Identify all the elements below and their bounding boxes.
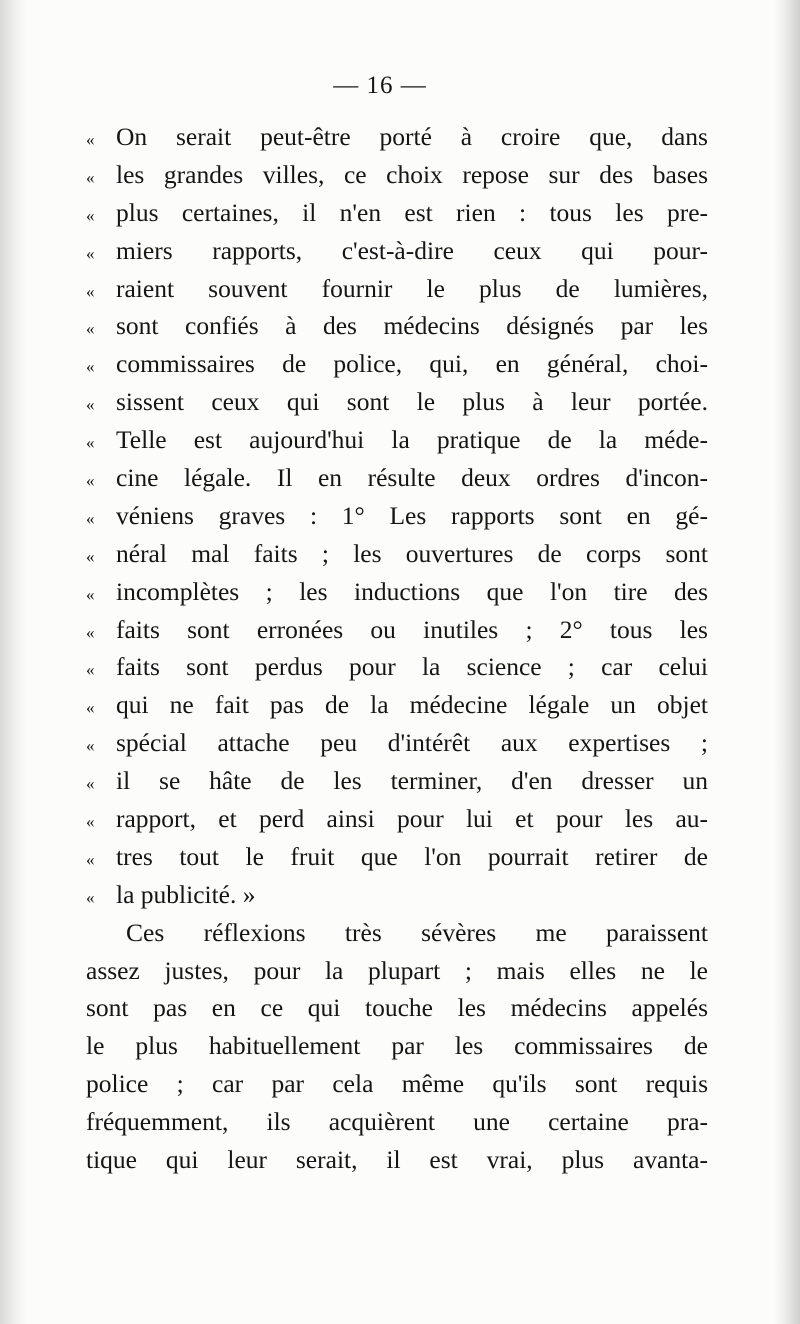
quote-mark: « xyxy=(86,736,95,756)
quoted-line xyxy=(86,762,708,800)
quoted-line xyxy=(86,648,708,686)
quoted-line xyxy=(86,345,708,383)
quoted-line xyxy=(86,307,708,345)
paragraph-line-text: Ces réflexions très sévères me paraissent xyxy=(126,917,708,947)
quoted-line xyxy=(86,194,708,232)
quote-mark: « xyxy=(86,167,95,187)
quoted-line xyxy=(86,800,708,838)
quoted-line-text: spécial attache peu d'intérêt aux expertises ; xyxy=(116,728,708,758)
paragraph-line xyxy=(86,1027,708,1065)
quoted-line xyxy=(86,535,708,573)
quoted-line-text: cine légale. Il en résulte deux ordres d'incon- xyxy=(116,463,708,493)
quote-mark: « xyxy=(86,243,95,263)
quote-mark: « xyxy=(86,319,95,339)
quote-mark: « xyxy=(86,395,95,415)
quoted-line xyxy=(86,459,708,497)
quote-mark: « xyxy=(86,205,95,225)
quoted-line xyxy=(86,270,708,308)
quoted-line-text: tres tout le fruit que l'on pourrait retirer de xyxy=(116,841,708,871)
paragraph-line xyxy=(86,952,708,990)
quote-mark: « xyxy=(86,546,95,566)
quoted-line-text: rapport, et perd ainsi pour lui et pour les au- xyxy=(116,804,708,834)
paragraph-line xyxy=(86,1065,708,1103)
quote-mark: « xyxy=(86,433,95,453)
paragraph-line-text: police ; car par cela même qu'ils sont requis xyxy=(86,1069,708,1099)
quote-mark: « xyxy=(86,622,95,642)
paragraph-line-text: sont pas en ce qui touche les médecins appelés xyxy=(86,993,708,1023)
quoted-line xyxy=(86,686,708,724)
quoted-line xyxy=(86,156,708,194)
quoted-line xyxy=(86,118,708,156)
paragraph-line xyxy=(86,914,708,952)
quoted-line-text: commissaires de police, qui, en général, choi- xyxy=(116,349,708,379)
page-number: — 16 — xyxy=(333,72,427,99)
quoted-line-text: faits sont perdus pour la science ; car celui xyxy=(116,652,708,682)
quote-mark: « xyxy=(86,698,95,718)
paragraph-line xyxy=(86,1103,708,1141)
quoted-line-text: raient souvent fournir le plus de lumières, xyxy=(116,273,708,303)
page-edge-shadow-right xyxy=(774,0,800,1324)
quoted-line-text: On serait peut-être porté à croire que, dans xyxy=(116,122,708,151)
quoted-line-text: la publicité. » xyxy=(116,879,256,909)
quoted-line xyxy=(86,232,708,270)
quote-mark: « xyxy=(86,812,95,832)
quoted-line xyxy=(86,573,708,611)
quote-mark: « xyxy=(86,849,95,869)
quote-mark: « xyxy=(86,508,95,528)
paragraph-line-text: fréquemment, ils acquièrent une certaine pra- xyxy=(86,1107,708,1137)
quote-mark: « xyxy=(86,660,95,680)
quoted-line xyxy=(86,383,708,421)
quoted-line-text: véniens graves : 1° Les rapports sont en gé- xyxy=(116,500,708,530)
quoted-line-text: il se hâte de les terminer, d'en dresser un xyxy=(116,766,708,796)
paragraph-line xyxy=(86,989,708,1027)
quoted-line xyxy=(86,497,708,535)
quoted-line-text: miers rapports, c'est-à-dire ceux qui pour- xyxy=(116,235,708,265)
quoted-line xyxy=(86,421,708,459)
page-edge-shadow-left xyxy=(0,0,28,1324)
quoted-line-text: faits sont erronées ou inutiles ; 2° tous les xyxy=(116,614,708,644)
quoted-line-text: Telle est aujourd'hui la pratique de la méde- xyxy=(116,425,708,455)
body-text xyxy=(86,118,708,1179)
quoted-line-text: sissent ceux qui sont le plus à leur portée. xyxy=(116,387,708,417)
paragraph-line xyxy=(86,1141,708,1179)
quote-mark: « xyxy=(86,887,95,907)
quoted-line xyxy=(86,838,708,876)
paragraph-line-text: assez justes, pour la plupart ; mais elles ne le xyxy=(86,955,708,985)
paragraph-line-text: le plus habituellement par les commissaires de xyxy=(86,1031,708,1061)
quote-mark: « xyxy=(86,130,95,149)
quoted-line-text: incomplètes ; les inductions que l'on tire des xyxy=(116,576,708,606)
quote-mark: « xyxy=(86,281,95,301)
quoted-line-text: qui ne fait pas de la médecine légale un objet xyxy=(116,690,708,720)
quoted-line-text: néral mal faits ; les ouvertures de corps sont xyxy=(116,538,708,568)
quote-mark: « xyxy=(86,357,95,377)
quote-mark: « xyxy=(86,584,95,604)
paragraph-line-text: tique qui leur serait, il est vrai, plus avanta- xyxy=(86,1145,708,1175)
quoted-line-text: sont confiés à des médecins désignés par les xyxy=(116,311,708,341)
quote-mark: « xyxy=(86,774,95,794)
quoted-line xyxy=(86,724,708,762)
quoted-line xyxy=(86,611,708,649)
quoted-line-text: les grandes villes, ce choix repose sur des bases xyxy=(116,159,708,189)
quote-mark: « xyxy=(86,471,95,491)
quoted-line-text: plus certaines, il n'en est rien : tous les pre- xyxy=(116,197,708,227)
quoted-line xyxy=(86,876,708,914)
